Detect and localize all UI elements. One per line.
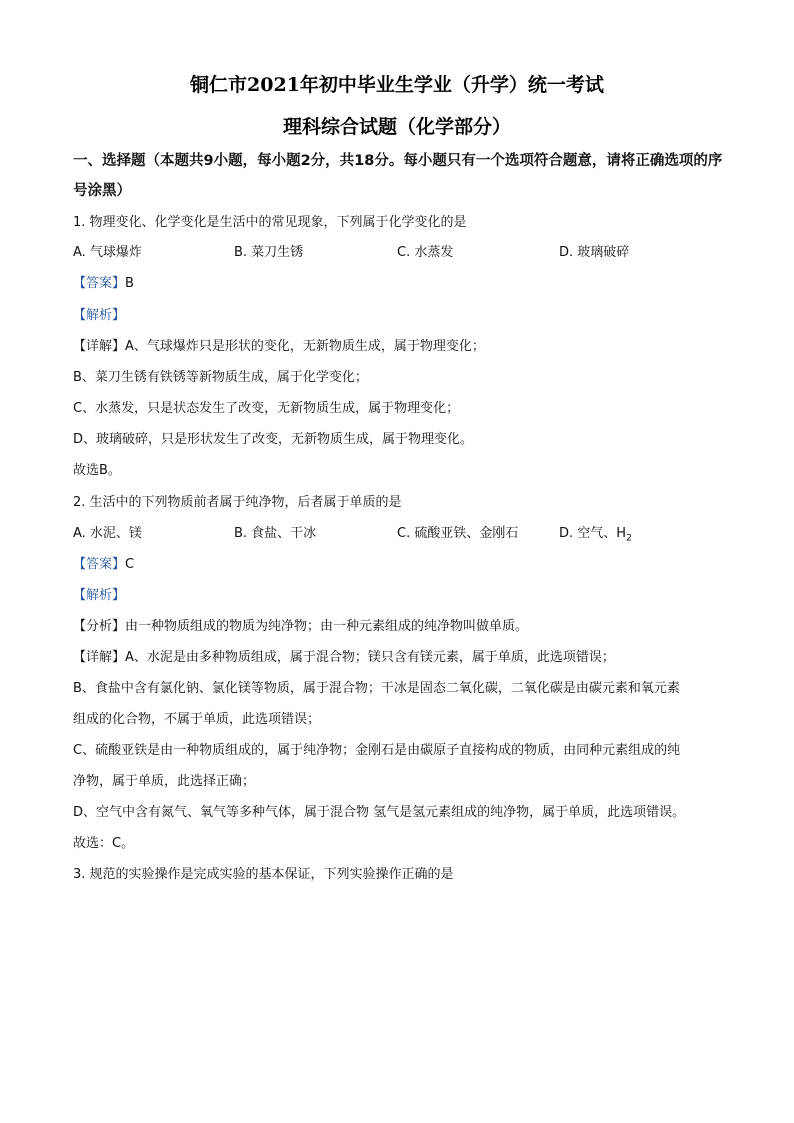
q1-detail-c: C、水蒸发，只是状态发生了改变，无新物质生成，属于物理变化；: [73, 401, 460, 416]
q1-detail-d: D、玻璃破碎，只是形状发生了改变，无新物质生成，属于物理变化。: [73, 432, 474, 447]
q1-detail-a: [73, 337, 485, 357]
detail-text: A、水泥是由多种物质组成，属于混合物；镁只含有镁元素，属于单质，此选项错误；: [125, 650, 615, 665]
q2-analysis-tag: 【解析】: [73, 588, 126, 603]
q2-detail-b-line1: B、食盐中含有氯化钠、氯化镁等物质，属于混合物；干冰是固态二氧化碳，二氧化碳是由碳元素和氧元素: [73, 681, 680, 696]
q2-option-d-subscript: 2: [626, 533, 632, 544]
q2-detail-c-line2: 净物，属于单质，此选择正确；: [73, 774, 256, 789]
q2-option-b: B. 食盐、干冰: [234, 526, 317, 541]
q1-detail-b: B、菜刀生锈有铁锈等新物质生成，属于化学变化；: [73, 370, 368, 385]
fenxi-tag: 【分析】: [73, 619, 126, 634]
q2-detail-d: D、空气中含有氮气、氧气等多种气体，属于混合物 氢气是氢元素组成的纯净物，属于单质，此选项错误。: [73, 805, 686, 820]
detail-text: A、气球爆炸只是形状的变化，无新物质生成，属于物理变化；: [125, 339, 485, 354]
question-2-stem: 2. 生活中的下列物质前者属于纯净物，后者属于单质的是: [73, 495, 402, 510]
q2-option-d-text: D. 空气、H: [559, 526, 627, 541]
question-3-stem: 3. 规范的实验操作是完成实验的基本保证，下列实验操作正确的是: [73, 867, 454, 882]
section-heading: 一、选择题（本题共9小题，每小题2分，共18分。每小题只有一个选项符合题意，请将正确选项的序号涂黑）: [73, 153, 723, 199]
q2-option-c: C. 硫酸亚铁、金刚石: [397, 526, 519, 541]
answer-tag: 【答案】: [73, 276, 126, 291]
q2-option-d: [559, 524, 632, 549]
q2-option-a: A. 水泥、镁: [73, 526, 142, 541]
exam-subtitle: 理科综合试题（化学部分）: [282, 116, 511, 138]
q1-conclusion: 故选B。: [73, 463, 121, 478]
answer-tag: 【答案】: [73, 557, 126, 572]
q2-detail-b-line2: 组成的化合物，不属于单质，此选项错误；: [73, 712, 321, 727]
q1-answer: [73, 274, 134, 294]
fenxi-text: 由一种物质组成的物质为纯净物；由一种元素组成的纯净物叫做单质。: [125, 619, 529, 634]
q1-option-a: A. 气球爆炸: [73, 245, 142, 260]
detail-tag: 【详解】: [73, 650, 126, 665]
question-1-stem: 1. 物理变化、化学变化是生活中的常见现象，下列属于化学变化的是: [73, 215, 467, 230]
detail-tag: 【详解】: [73, 339, 126, 354]
q2-conclusion: 故选：C。: [73, 836, 135, 851]
answer-value: C: [125, 557, 135, 572]
answer-value: B: [125, 276, 134, 291]
q2-answer: [73, 555, 134, 575]
exam-title: 铜仁市2021年初中毕业生学业（升学）统一考试: [190, 74, 604, 96]
q2-detail-c-line1: C、硫酸亚铁是由一种物质组成的，属于纯净物；金刚石是由碳原子直接构成的物质，由同种元素组成的纯: [73, 743, 681, 758]
q2-fenxi: [73, 617, 528, 637]
q1-option-d: D. 玻璃破碎: [559, 245, 630, 260]
q2-detail-a: [73, 648, 615, 668]
q1-option-c: C. 水蒸发: [397, 245, 454, 260]
q1-analysis-tag: 【解析】: [73, 308, 126, 323]
q1-option-b: B. 菜刀生锈: [234, 245, 304, 260]
